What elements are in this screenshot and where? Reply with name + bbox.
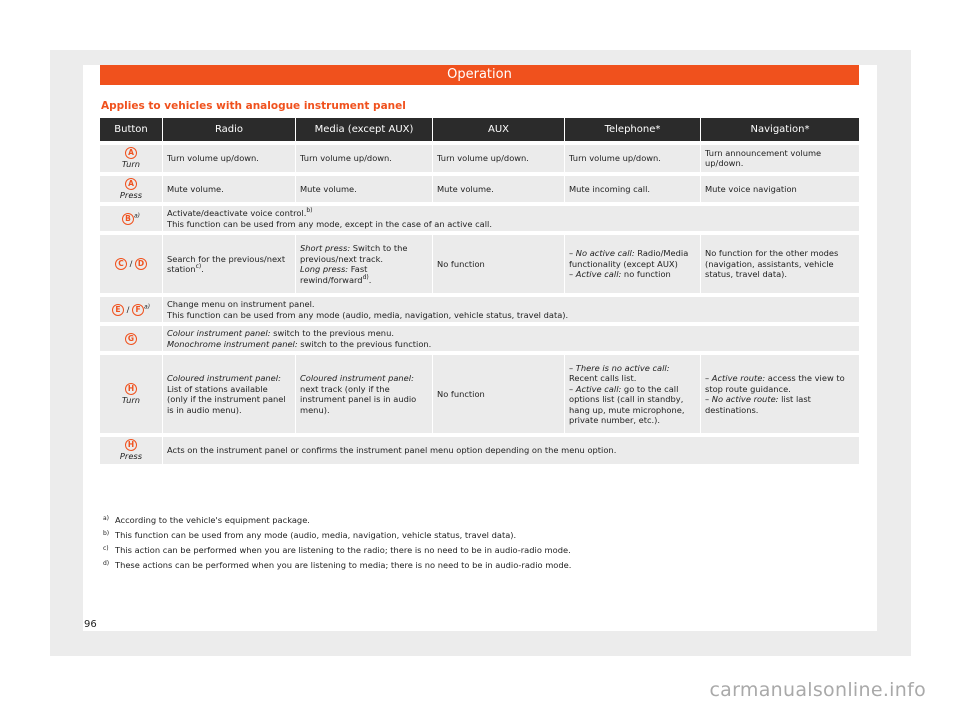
column-header: Navigation* — [701, 118, 859, 141]
cell-text: This function can be used from any mode, except in the case of an active call. — [167, 218, 492, 229]
all-modes-cell: Acts on the instrument panel or confirms the instrument panel menu option depending on the menu option. — [163, 433, 859, 464]
navigation-cell: No function for the other modes (navigation, assistants, vehicle status, travel data). — [701, 231, 859, 293]
button-cell — [100, 231, 163, 293]
navigation-cell: Mute voice navigation — [701, 172, 859, 203]
footnote-ref: a) — [144, 303, 151, 311]
cell-emphasis: Long press: — [300, 264, 349, 274]
footnote-ref: c) — [195, 263, 202, 271]
footnote-text: These actions can be performed when you are listening to media; there is no need to be in audio-radio mode. — [115, 560, 572, 570]
cell-emphasis: Monochrome instrument panel: — [167, 338, 298, 349]
table-row — [100, 293, 859, 322]
footnote-text: This function can be used from any mode (audio, media, navigation, vehicle status, travel data). — [115, 530, 517, 540]
cell-text: Change menu on instrument panel. — [167, 299, 315, 309]
table-row — [100, 172, 859, 203]
page-number: 96 — [84, 619, 97, 630]
cell-text: switch to the previous menu. — [270, 328, 394, 338]
aux-cell: No function — [433, 351, 565, 433]
table-row — [100, 433, 859, 464]
action-label: Turn — [121, 394, 141, 405]
button-b-key: B — [122, 213, 134, 225]
table-row — [100, 322, 859, 351]
button-cell — [100, 293, 163, 322]
button-e-key: E — [112, 304, 124, 316]
all-modes-cell — [163, 322, 859, 351]
cell-text: List of stations available (only if the instrument panel is in audio menu). — [167, 383, 286, 415]
cell-text: This function can be used from any mode (audio, media, navigation, vehicle status, travel data). — [167, 309, 569, 320]
footnote-mark: c) — [103, 545, 109, 552]
cell-text: switch to the previous function. — [297, 338, 432, 349]
table-row — [100, 351, 859, 433]
applicability-heading: Applies to vehicles with analogue instrument panel — [101, 100, 406, 112]
cell-text: Search for the previous/next station — [167, 253, 286, 274]
footnote-mark: d) — [103, 560, 110, 567]
aux-cell: No function — [433, 231, 565, 293]
navigation-cell — [701, 351, 859, 433]
button-cell — [100, 322, 163, 351]
key-separator: / — [129, 258, 133, 269]
list-dash: – — [569, 362, 576, 373]
cell-text: list last destinations. — [705, 394, 811, 415]
list-dash: – — [569, 383, 576, 394]
cell-text: Radio/Media functionality (except AUX) — [569, 248, 689, 269]
radio-cell — [163, 351, 296, 433]
cell-text: no function — [621, 269, 671, 280]
cell-emphasis: Active call: — [575, 383, 622, 394]
telephone-cell — [565, 351, 701, 433]
cell-text: go to the call options list (call in standby, hang up, mute microphone, private number, etc.). — [569, 383, 685, 425]
cell-text: next track (only if the instrument panel is in audio menu). — [300, 383, 417, 415]
footnote-mark: b) — [103, 530, 110, 537]
button-cell — [100, 433, 163, 464]
button-a-key: A — [125, 178, 137, 190]
telephone-cell: Turn volume up/down. — [565, 141, 701, 172]
cell-emphasis: No active call: — [575, 248, 635, 259]
button-cell — [100, 202, 163, 231]
footnote-text: This action can be performed when you are listening to the radio; there is no need to be in audio-radio mode. — [115, 545, 571, 555]
cell-emphasis: No active route: — [711, 394, 779, 404]
button-c-key: C — [115, 258, 127, 270]
button-cell — [100, 172, 163, 203]
column-header: Telephone* — [565, 118, 701, 141]
media-cell: Mute volume. — [296, 172, 433, 203]
button-d-key: D — [135, 258, 147, 270]
column-header: Button — [100, 118, 163, 141]
radio-cell: Mute volume. — [163, 172, 296, 203]
button-cell — [100, 141, 163, 172]
table-row — [100, 231, 859, 293]
button-h-key: H — [125, 383, 137, 395]
cell-emphasis: Active call: — [575, 269, 622, 280]
button-f-key: F — [132, 304, 144, 316]
operation-table — [100, 118, 859, 464]
footnotes — [101, 515, 861, 575]
action-label: Press — [119, 189, 143, 200]
media-cell — [296, 231, 433, 293]
footnote-ref: b) — [306, 207, 313, 215]
footnote-mark: a) — [103, 515, 110, 522]
column-header: Radio — [163, 118, 296, 141]
button-g-key: G — [125, 333, 137, 345]
cell-text: Recent calls list. — [569, 373, 637, 383]
aux-cell: Turn volume up/down. — [433, 141, 565, 172]
watermark: carmanualsonline.info — [709, 679, 926, 701]
media-cell: Turn volume up/down. — [296, 141, 433, 172]
list-dash: – — [569, 248, 576, 259]
footnote-text: According to the vehicle's equipment package. — [115, 515, 310, 525]
cell-text: Fast rewind/forward — [300, 264, 368, 285]
button-h-key: H — [125, 439, 137, 451]
column-header: AUX — [433, 118, 565, 141]
footnote — [101, 515, 861, 526]
action-label: Turn — [121, 159, 141, 169]
radio-cell — [163, 231, 296, 293]
cell-text: . — [201, 264, 204, 274]
cell-emphasis: Colour instrument panel: — [167, 328, 271, 338]
table-row — [100, 202, 859, 231]
media-cell — [296, 351, 433, 433]
table-row — [100, 141, 859, 172]
list-dash: – — [705, 373, 712, 383]
all-modes-cell — [163, 293, 859, 322]
footnote — [101, 545, 861, 556]
cell-emphasis: Short press: — [300, 243, 351, 253]
all-modes-cell — [163, 202, 859, 231]
key-separator: / — [126, 304, 130, 314]
telephone-cell: Mute incoming call. — [565, 172, 701, 203]
action-label: Press — [119, 451, 143, 461]
cell-emphasis: Coloured instrument panel: — [167, 373, 281, 383]
footnote-ref: a) — [133, 212, 141, 220]
navigation-cell: Turn announcement volume up/down. — [701, 141, 859, 172]
table-header-row — [100, 118, 859, 141]
footnote — [101, 560, 861, 571]
section-banner: Operation — [100, 65, 859, 85]
column-header: Media (except AUX) — [296, 118, 433, 141]
cell-text: Activate/deactivate voice control. — [167, 208, 307, 218]
cell-text: access the view to stop route guidance. — [705, 373, 845, 394]
aux-cell: Mute volume. — [433, 172, 565, 203]
footnote — [101, 530, 861, 541]
radio-cell: Turn volume up/down. — [163, 141, 296, 172]
cell-emphasis: There is no active call: — [575, 362, 670, 373]
button-a-key: A — [125, 147, 137, 159]
footnote-ref: d) — [362, 273, 369, 281]
cell-emphasis: Active route: — [711, 373, 766, 383]
list-dash: – — [705, 394, 712, 404]
button-cell — [100, 351, 163, 433]
cell-text: . — [368, 274, 372, 285]
telephone-cell — [565, 231, 701, 293]
cell-emphasis: Coloured instrument panel: — [300, 373, 414, 383]
list-dash: – — [569, 269, 576, 280]
cell-text: Switch to the previous/next track. — [300, 243, 408, 264]
